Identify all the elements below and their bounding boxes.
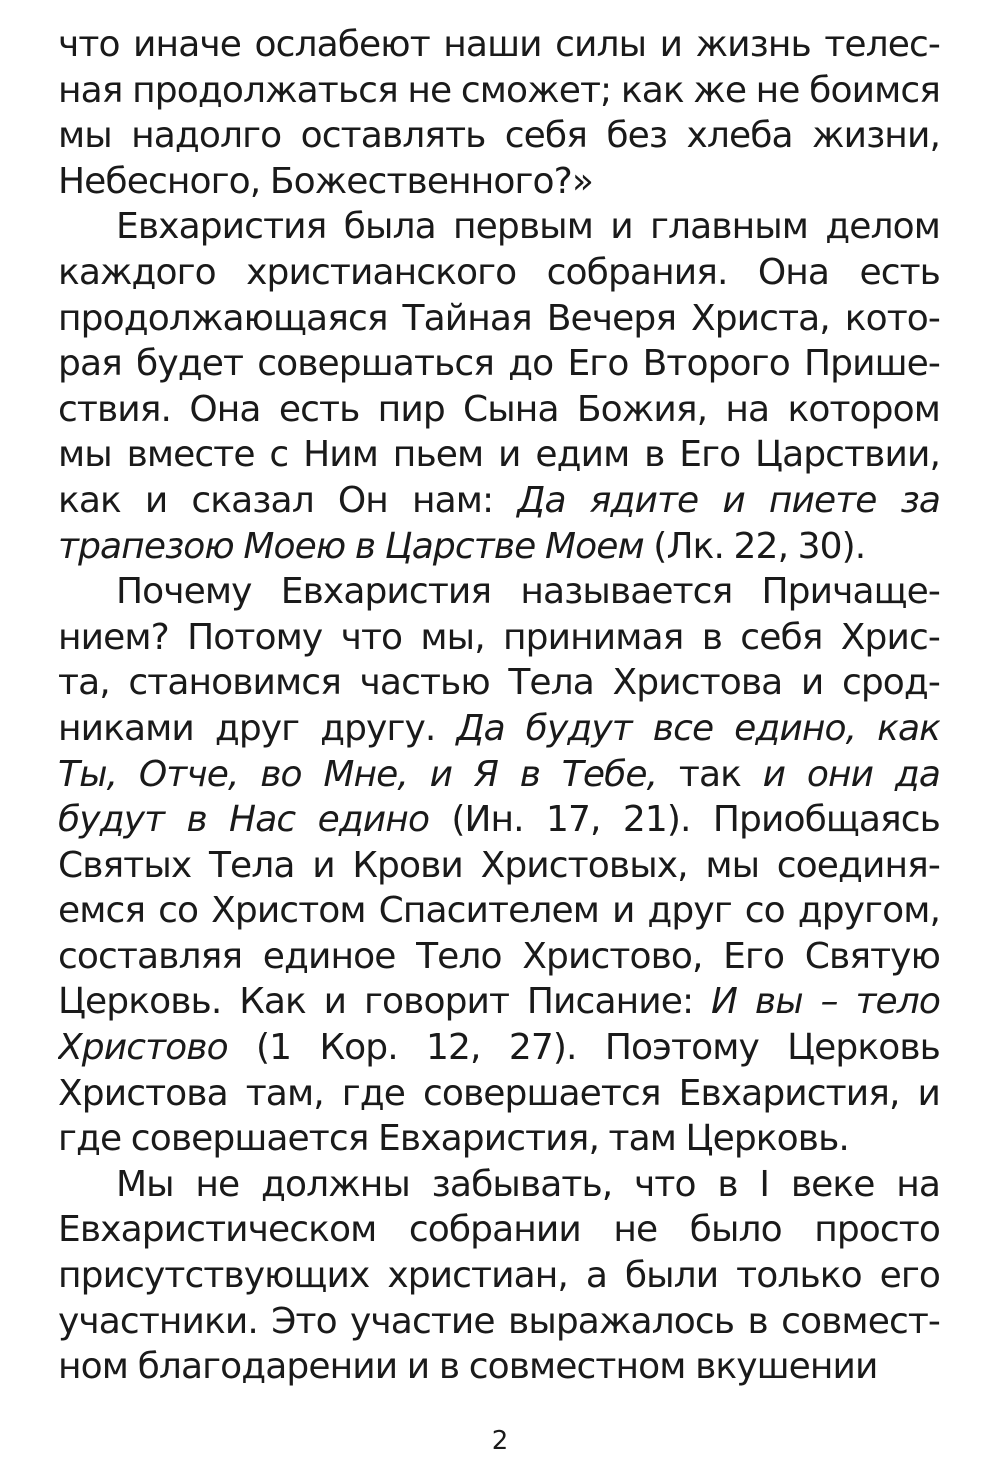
italic-quote: Да ядите и пиете за [517,479,940,521]
text-line [58,843,940,889]
text-run: Евхаристическом собрании не было просто [58,1209,940,1251]
text-line [58,250,940,296]
text-run: никами друг другу. [58,707,457,749]
text-line [58,1253,940,1299]
text-run: ная продолжаться не сможет; как же не боимся [58,69,940,111]
text-body [58,22,940,1390]
text-line [58,660,940,706]
text-line [58,22,940,68]
text-line [58,1207,940,1253]
text-line [58,296,940,342]
text-line [58,1071,940,1117]
text-run: что иначе ослабеют наши силы и жизнь телес- [58,24,940,65]
text-line [58,797,940,843]
text-run: каждого христианского собрания. Она есть [58,251,940,293]
italic-quote: И вы – тело [711,981,940,1023]
text-run: Почему Евхаристия называется Причаще- [116,571,940,613]
text-line [58,1025,940,1071]
text-run: Евхаристия была первым и главным делом [116,206,940,248]
text-line [58,1162,940,1208]
text-line [58,1344,940,1390]
page-number: 2 [491,1426,509,1456]
text-line [58,68,940,114]
text-run: Христова там, где совершается Евхаристия, и [58,1072,940,1114]
text-run: мы надолго оставлять себя без хлеба жизни, [58,115,940,157]
italic-quote: Да будут все едино, как [456,707,940,749]
paragraph [58,1162,940,1390]
text-run: ном благодарении и в совместном вкушении [58,1346,878,1388]
italic-quote: Ты, Отче, во Мне, и Я в Тебе, [58,753,658,795]
text-line [58,387,940,433]
text-run: присутствующих христиан, а были только его [58,1255,940,1297]
text-line [58,615,940,661]
text-run: емся со Христом Спасителем и друг со другом, [58,890,940,932]
text-run: (Лк. 22, 30). [643,525,866,567]
text-run: мы вместе с Ним пьем и едим в Его Царствии, [58,434,940,476]
text-run: составляя единое Тело Христово, Его Святую [58,935,940,977]
text-run: нием? Потому что мы, принимая в себя Хрис- [58,616,940,658]
text-line [58,934,940,980]
text-line [58,478,940,524]
text-line [58,569,940,615]
text-line [58,524,940,570]
text-line [58,432,940,478]
text-run: ствия. Она есть пир Сына Божия, на котором [58,388,940,430]
text-line [58,1299,940,1345]
text-run: так [657,753,763,795]
text-run: где совершается Евхаристия, там Церковь. [58,1118,849,1160]
text-run: Небесного, Божественного?» [58,160,593,202]
paragraph [58,569,940,1162]
text-line [58,979,940,1025]
paragraph [58,22,940,204]
text-line [58,159,940,205]
text-run: (Ин. 17, 21). Приобщаясь [429,799,940,841]
italic-quote: Христово [58,1027,228,1069]
italic-quote: будут в Нас едино [58,799,430,841]
text-line [58,888,940,934]
italic-quote: трапезою Моею в Царстве Моем [58,525,644,567]
text-run: продолжающаяся Тайная Вечеря Христа, кото- [58,297,940,339]
paragraph [58,204,940,569]
text-line [58,113,940,159]
text-run: (1 Кор. 12, 27). Поэтому Церковь [227,1027,940,1069]
text-line [58,1116,940,1162]
text-run: рая будет совершаться до Его Второго Прише- [58,343,940,385]
text-run: Церковь. Как и говорит Писание: [58,981,712,1023]
text-run: как и сказал Он нам: [58,479,518,521]
italic-quote: и они да [762,753,940,795]
text-line [58,341,940,387]
text-line [58,752,940,798]
text-run: участники. Это участие выражалось в совмест- [58,1300,940,1342]
text-run: Мы не должны забывать, что в I веке на [116,1163,940,1205]
document-page [58,22,940,1422]
text-line [58,706,940,752]
text-run: та, становимся частью Тела Христова и срод- [58,662,940,704]
text-run: Святых Тела и Крови Христовых, мы соединя- [58,844,940,886]
text-line [58,204,940,250]
